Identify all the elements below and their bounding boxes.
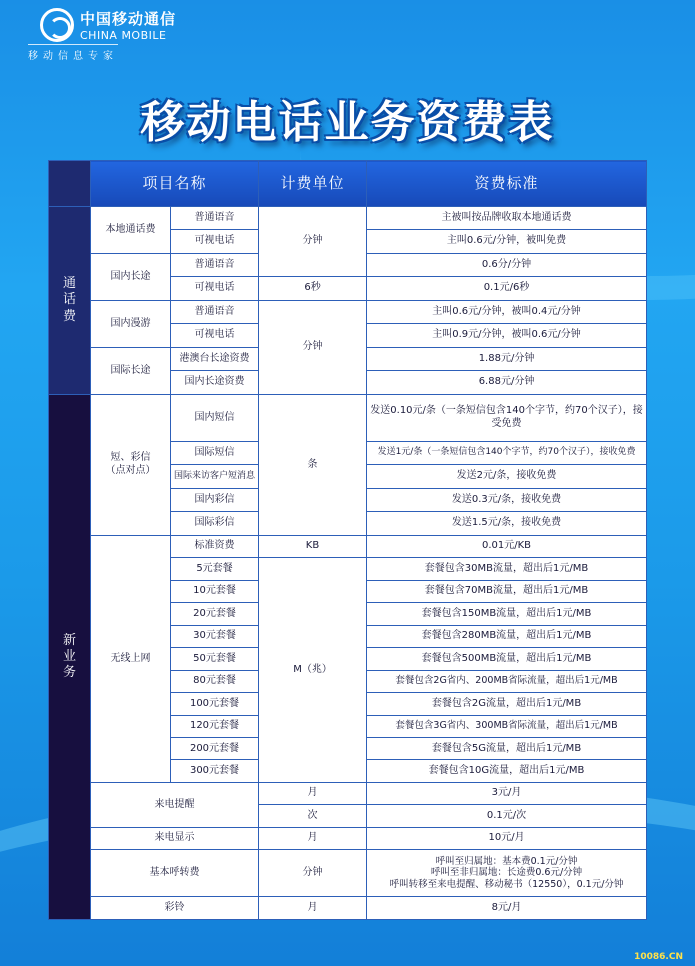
rate-cell — [367, 850, 647, 897]
item-name: 20元套餐 — [171, 603, 259, 625]
rate-cell: 10元/月 — [367, 827, 647, 849]
rate-cell: 主叫0.9元/分钟，被叫0.6元/分钟 — [367, 324, 647, 347]
item-name: 可视电话 — [171, 277, 259, 300]
rate-cell: 6.88元/分钟 — [367, 371, 647, 394]
item-name: 300元套餐 — [171, 760, 259, 782]
group-label: 国内长途 — [91, 253, 171, 300]
item-name: 10元套餐 — [171, 580, 259, 602]
unit-cell: 条 — [259, 394, 367, 535]
rate-cell: 发送2元/条，接收免费 — [367, 465, 647, 488]
rate-cell: 发送0.3元/条，接收免费 — [367, 488, 647, 511]
item-name: 普通语音 — [171, 300, 259, 323]
rate-cell: 套餐包含500MB流量，超出后1元/MB — [367, 648, 647, 670]
group-label: 国际长途 — [91, 347, 171, 394]
category-new: 新 业 务 — [49, 394, 91, 919]
item-name: 普通语音 — [171, 253, 259, 276]
forwarding-rate-line: 呼叫至非归属地：长途费0.6元/分钟 — [430, 867, 583, 879]
forwarding-rate-line: 呼叫转移至来电提醒、移动秘书（12550），0.1元/分钟 — [389, 879, 624, 891]
page-title: 移动电话业务资费表 — [140, 97, 555, 148]
rate-cell: 套餐包含280MB流量，超出后1元/MB — [367, 625, 647, 647]
forwarding-rate-line: 呼叫至归属地：基本费0.1元/分钟 — [435, 855, 578, 867]
unit-cell: KB — [259, 535, 367, 557]
header-rate: 资费标准 — [367, 161, 647, 207]
table-row — [49, 535, 647, 557]
unit-cell: 6秒 — [259, 277, 367, 300]
header-unit: 计费单位 — [259, 161, 367, 207]
china-mobile-logo — [40, 8, 176, 42]
group-label: 基本呼转费 — [91, 850, 259, 897]
rate-cell: 套餐包含5G流量，超出后1元/MB — [367, 738, 647, 760]
table-row — [49, 850, 647, 897]
group-label: 本地通话费 — [91, 207, 171, 254]
rate-cell: 套餐包含10G流量，超出后1元/MB — [367, 760, 647, 782]
unit-cell: 月 — [259, 827, 367, 849]
item-name: 普通语音 — [171, 207, 259, 230]
rate-cell: 套餐包含150MB流量，超出后1元/MB — [367, 603, 647, 625]
fee-table — [48, 160, 647, 920]
rate-cell: 0.01元/KB — [367, 535, 647, 557]
unit-cell: 分钟 — [259, 207, 367, 277]
item-name: 国内彩信 — [171, 488, 259, 511]
rate-cell: 1.88元/分钟 — [367, 347, 647, 370]
rate-cell: 主叫0.6元/分钟，被叫0.4元/分钟 — [367, 300, 647, 323]
group-label: 无线上网 — [91, 535, 171, 782]
item-name: 50元套餐 — [171, 648, 259, 670]
item-name: 国际彩信 — [171, 512, 259, 535]
item-name: 200元套餐 — [171, 738, 259, 760]
table-row — [49, 897, 647, 920]
unit-cell: 分钟 — [259, 850, 367, 897]
group-label: 彩铃 — [91, 897, 259, 920]
unit-cell: 次 — [259, 805, 367, 827]
item-name: 港澳台长途资费 — [171, 347, 259, 370]
rate-cell: 发送1元/条（一条短信包含140个字节，约70个汉子），接收免费 — [367, 441, 647, 464]
header-item-name: 项目名称 — [91, 161, 259, 207]
item-name: 30元套餐 — [171, 625, 259, 647]
item-name: 100元套餐 — [171, 693, 259, 715]
item-name: 标准资费 — [171, 535, 259, 557]
table-row — [49, 394, 647, 441]
item-name: 80元套餐 — [171, 670, 259, 692]
item-name: 5元套餐 — [171, 558, 259, 580]
table-row — [49, 827, 647, 849]
rate-cell: 套餐包含2G省内、200MB省际流量，超出后1元/MB — [367, 670, 647, 692]
item-name: 120元套餐 — [171, 715, 259, 737]
rate-cell: 套餐包含2G流量，超出后1元/MB — [367, 693, 647, 715]
rate-cell: 0.6分/分钟 — [367, 253, 647, 276]
rate-cell: 发送0.10元/条（一条短信包含140个字节，约70个汉子），接受免费 — [367, 394, 647, 441]
group-label: 短、彩信 （点对点） — [91, 394, 171, 535]
brand-tagline: 移动信息专家 — [28, 44, 118, 62]
rate-cell: 0.1元/次 — [367, 805, 647, 827]
china-mobile-logo-icon — [40, 8, 74, 42]
table-row — [49, 300, 647, 323]
table-row — [49, 207, 647, 230]
group-label: 来电显示 — [91, 827, 259, 849]
rate-cell: 套餐包含30MB流量，超出后1元/MB — [367, 558, 647, 580]
rate-cell: 主被叫按品牌收取本地通话费 — [367, 207, 647, 230]
footer-website: 10086.CN — [634, 952, 683, 962]
rate-cell: 套餐包含70MB流量，超出后1元/MB — [367, 580, 647, 602]
unit-cell: M（兆） — [259, 558, 367, 783]
item-name: 国内长途资费 — [171, 371, 259, 394]
rate-cell: 套餐包含3G省内、300MB省际流量，超出后1元/MB — [367, 715, 647, 737]
item-name: 可视电话 — [171, 324, 259, 347]
table-row — [49, 782, 647, 804]
rate-cell: 8元/月 — [367, 897, 647, 920]
item-name: 国际来访客户短消息 — [171, 465, 259, 488]
group-label: 来电提醒 — [91, 782, 259, 827]
rate-cell: 3元/月 — [367, 782, 647, 804]
rate-cell: 主叫0.6元/分钟，被叫免费 — [367, 230, 647, 253]
unit-cell: 月 — [259, 897, 367, 920]
brand-name-cn: 中国移动通信 — [80, 10, 177, 28]
item-name: 国际短信 — [171, 441, 259, 464]
header-corner — [49, 161, 91, 207]
rate-cell: 发送1.5元/条，接收免费 — [367, 512, 647, 535]
group-label: 国内漫游 — [91, 300, 171, 347]
unit-cell: 分钟 — [259, 300, 367, 394]
category-call: 通 话 费 — [49, 207, 91, 395]
brand-name-en: CHINA MOBILE — [80, 29, 167, 42]
unit-cell: 月 — [259, 782, 367, 804]
rate-cell: 0.1元/6秒 — [367, 277, 647, 300]
item-name: 国内短信 — [171, 394, 259, 441]
item-name: 可视电话 — [171, 230, 259, 253]
